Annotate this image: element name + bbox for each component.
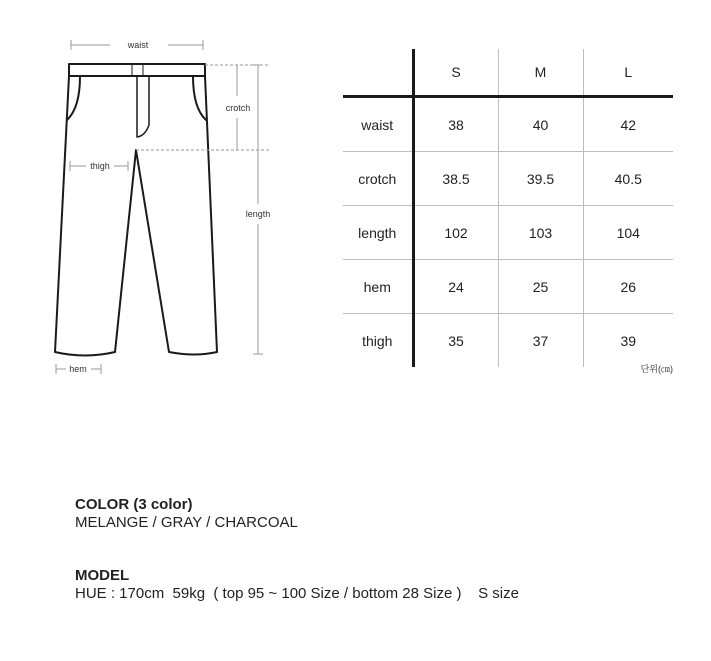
size-value: 24 <box>413 260 498 314</box>
size-header-row <box>343 49 673 97</box>
row-label: length <box>343 206 413 260</box>
row-label: thigh <box>343 314 413 368</box>
table-row <box>343 314 673 368</box>
row-label: waist <box>343 97 413 152</box>
hem-dimension <box>56 364 101 374</box>
size-value: 40 <box>498 97 583 152</box>
model-info <box>75 567 519 603</box>
size-value: 39 <box>620 332 637 349</box>
color-info <box>75 496 298 532</box>
size-value: 104 <box>583 206 673 260</box>
model-details: HUE : 170cm 59kg ( top 95 ~ 100 Size / bottom 28 Size ) S size <box>75 585 519 602</box>
length-label: length <box>245 209 271 219</box>
size-value: 26 <box>583 260 673 314</box>
thigh-dimension <box>70 161 128 171</box>
size-value: 38 <box>413 97 498 152</box>
hem-label: hem <box>69 364 87 374</box>
row-label: crotch <box>343 152 413 206</box>
unit-note: 단위(㎝) <box>640 364 673 374</box>
crotch-dimension <box>136 65 270 150</box>
row-label: hem <box>343 260 413 314</box>
size-value: 38.5 <box>413 152 498 206</box>
size-value: 39.5 <box>498 152 583 206</box>
table-row <box>343 97 673 152</box>
model-heading: MODEL <box>75 567 130 584</box>
size-header-m: M <box>498 49 583 97</box>
table-row <box>343 206 673 260</box>
size-value: 103 <box>498 206 583 260</box>
size-value: 37 <box>498 314 583 368</box>
thigh-label: thigh <box>90 161 110 171</box>
size-value: 42 <box>583 97 673 152</box>
size-value: 35 <box>413 314 498 368</box>
table-row <box>343 260 673 314</box>
size-value: 40.5 <box>583 152 673 206</box>
color-list: MELANGE / GRAY / CHARCOAL <box>75 514 298 531</box>
size-value: 25 <box>498 260 583 314</box>
waist-dimension <box>71 40 203 50</box>
color-heading: COLOR (3 color) <box>75 496 193 513</box>
pants-outline <box>55 64 217 356</box>
header-corner-cell <box>343 49 413 97</box>
size-header-s: S <box>413 49 498 97</box>
table-row <box>343 152 673 206</box>
crotch-label: crotch <box>225 103 251 113</box>
size-header-l: L <box>583 49 673 97</box>
size-table <box>343 49 673 367</box>
size-value: 102 <box>413 206 498 260</box>
waist-label: waist <box>127 40 149 50</box>
